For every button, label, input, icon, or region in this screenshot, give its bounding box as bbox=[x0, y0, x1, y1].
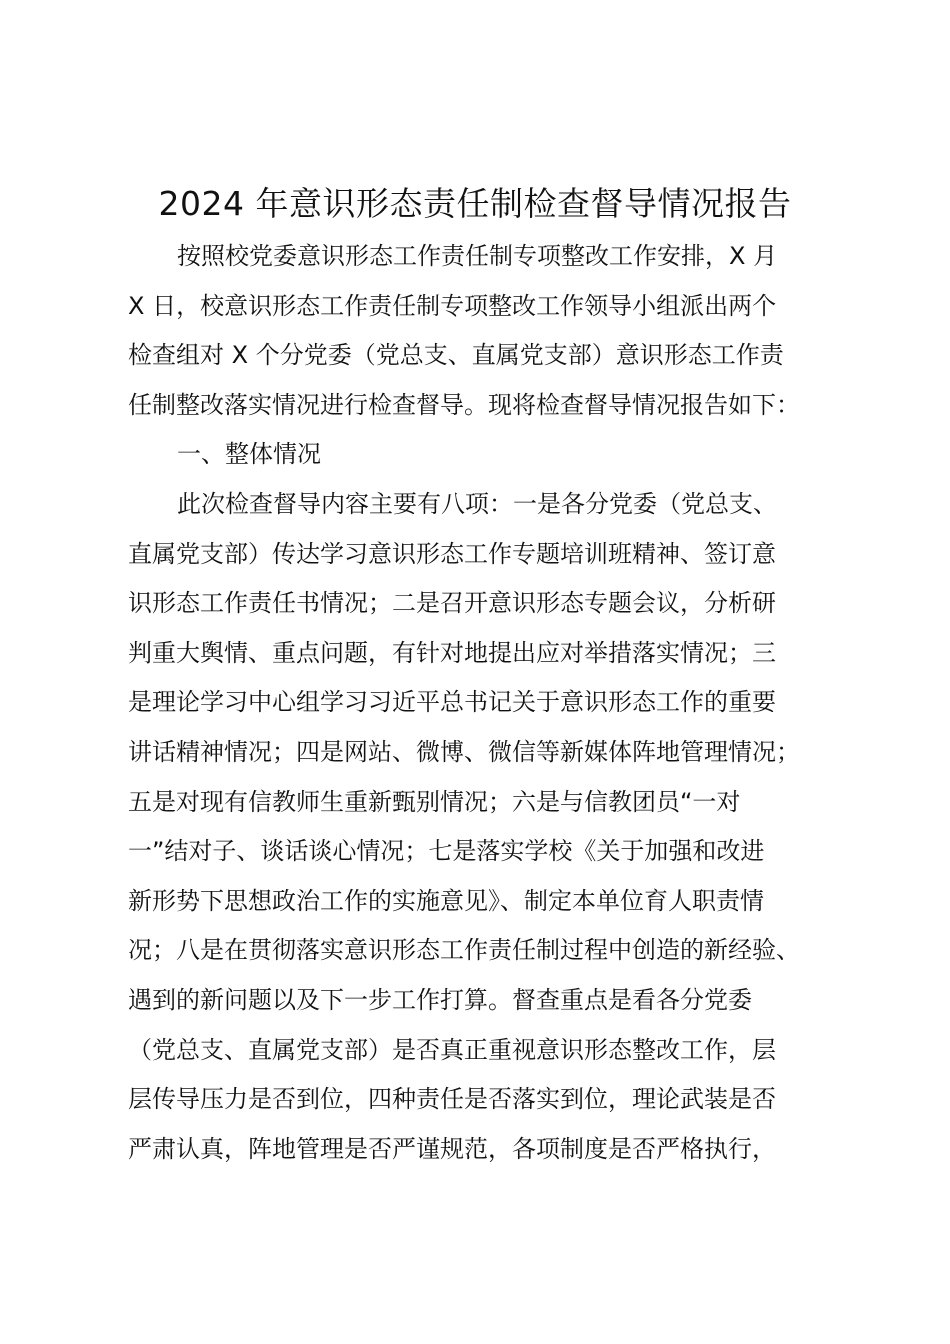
paragraph-line: 任制整改落实情况进行检查督导。现将检查督导情况报告如下： bbox=[128, 390, 800, 419]
paragraph-line: X 日，校意识形态工作责任制专项整改工作领导小组派出两个 bbox=[128, 291, 777, 320]
paragraph-line: 五是对现有信教师生重新甄别情况；六是与信教团员“一对 bbox=[128, 787, 741, 816]
paragraph-line: 判重大舆情、重点问题，有针对地提出应对举措落实情况；三 bbox=[128, 638, 776, 667]
paragraph-line: 此次检查督导内容主要有八项：一是各分党委（党总支、 bbox=[177, 489, 777, 518]
section-heading: 一、整体情况 bbox=[177, 440, 321, 469]
paragraph-line: 直属党支部）传达学习意识形态工作专题培训班精神、签订意 bbox=[128, 539, 776, 568]
paragraph-line: 严肃认真，阵地管理是否严谨规范，各项制度是否严格执行， bbox=[128, 1134, 776, 1163]
paragraph-line: 讲话精神情况；四是网站、微博、微信等新媒体阵地管理情况； bbox=[128, 737, 800, 766]
paragraph-line: 况；八是在贯彻落实意识形态工作责任制过程中创造的新经验、 bbox=[128, 936, 800, 965]
paragraph-line: 是理论学习中心组学习习近平总书记关于意识形态工作的重要 bbox=[128, 688, 776, 717]
paragraph-line: 按照校党委意识形态工作责任制专项整改工作安排，X 月 bbox=[177, 242, 778, 270]
paragraph-line: 遇到的新问题以及下一步工作打算。督查重点是看各分党委 bbox=[128, 985, 752, 1014]
document-title: 2024 年意识形态责任制检查督导情况报告 bbox=[158, 184, 792, 223]
paragraph-line: 一”结对子、谈话谈心情况；七是落实学校《关于加强和改进 bbox=[128, 837, 765, 866]
paragraph-line: 层传导压力是否到位，四种责任是否落实到位，理论武装是否 bbox=[128, 1085, 776, 1114]
paragraph-line: 新形势下思想政治工作的实施意见》、制定本单位育人职责情 bbox=[128, 886, 764, 915]
document-body bbox=[128, 232, 868, 1174]
paragraph-line: 识形态工作责任书情况；二是召开意识形态专题会议，分析研 bbox=[128, 589, 776, 618]
paragraph-line: （党总支、直属党支部）是否真正重视意识形态整改工作，层 bbox=[128, 1035, 776, 1064]
paragraph-line: 检查组对 X 个分党委（党总支、直属党支部）意识形态工作责 bbox=[128, 341, 784, 370]
